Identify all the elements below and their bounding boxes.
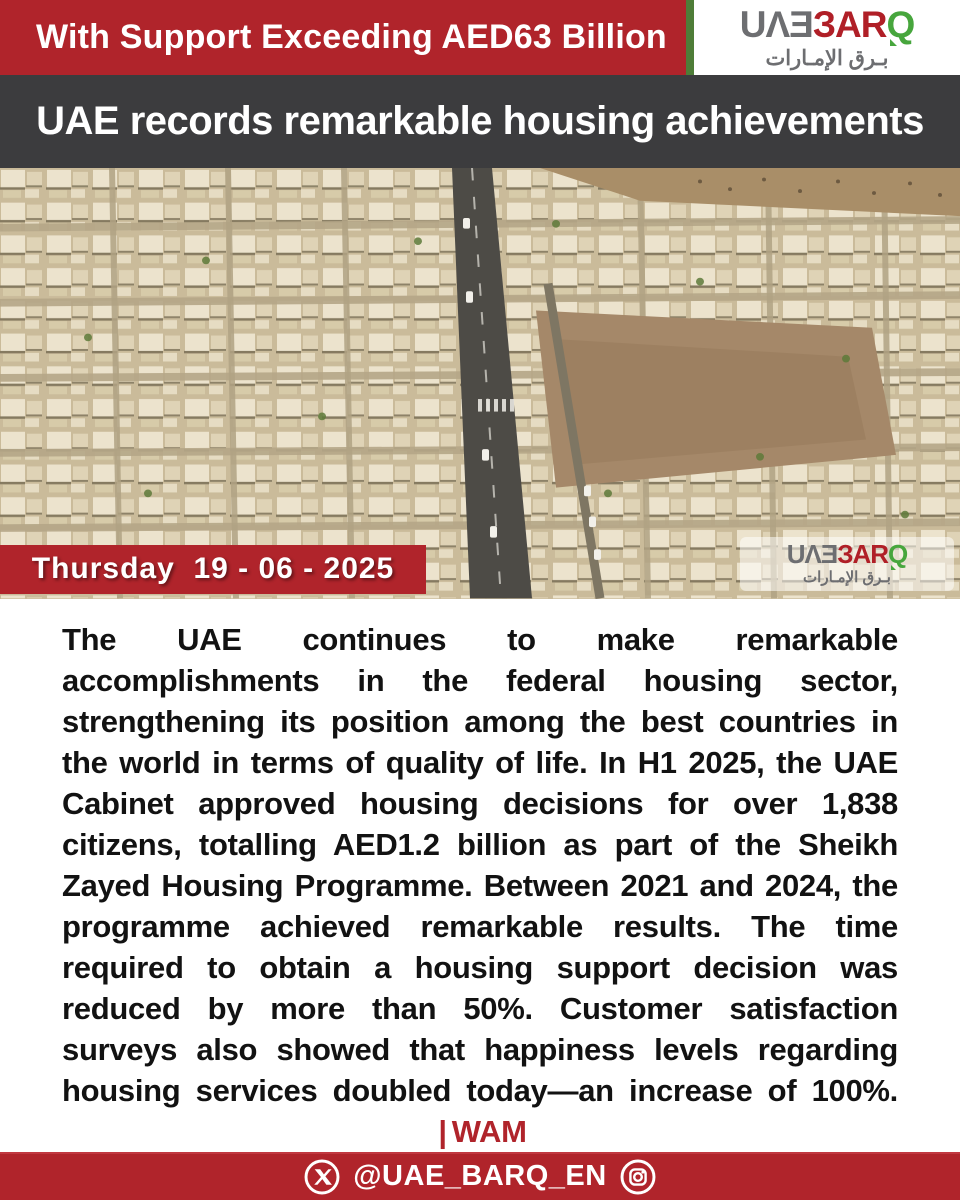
watermark-logo bbox=[740, 537, 954, 591]
logo-bar: ЗAR bbox=[837, 539, 889, 570]
article-paragraph bbox=[62, 619, 898, 1152]
kicker-text: With Support Exceeding AED63 Billion bbox=[36, 18, 667, 57]
article-body-section bbox=[0, 599, 960, 1152]
logo-q-bubble-icon: Q bbox=[888, 539, 908, 570]
kicker-banner bbox=[0, 0, 686, 75]
headline-text: UAE records remarkable housing achievements bbox=[36, 99, 924, 144]
article-text: The UAE continues to make remarkable accomplishments in the federal housing sector, strengthening its position among the best countries in the world in terms of quality of life. In H1 2025, the UAE Cabinet approved housing decisions for over 1,838 citizens, totalling AED1.2 billion as part of the Sheikh Zayed Housing Programme. Between 2021 and 2024, the programme achieved remarkable results. The time required to obtain a housing support decision was reduced by more than 50%. Customer satisfaction surveys also showed that happiness levels regarding housing services doubled today—an increase of 100%. bbox=[62, 621, 898, 1108]
source-separator: | bbox=[438, 1113, 447, 1149]
headline-bar bbox=[0, 75, 960, 168]
top-banner bbox=[0, 0, 960, 75]
date-banner bbox=[0, 545, 426, 594]
article-photo bbox=[0, 168, 960, 598]
logo-uae: UΛƎ bbox=[739, 4, 813, 46]
logo-q-bubble-icon: Q bbox=[886, 4, 915, 46]
social-handle[interactable]: @UAE_BARQ_EN bbox=[353, 1160, 607, 1193]
green-divider bbox=[686, 0, 694, 75]
brand-logo-latin bbox=[739, 4, 915, 46]
source-label: WAM bbox=[451, 1113, 527, 1149]
watermark-logo-arabic: بـرق الإمـارات bbox=[803, 569, 891, 587]
watermark-logo-latin bbox=[786, 539, 908, 570]
social-footer bbox=[0, 1152, 960, 1200]
date-text: Thursday 19 - 06 - 2025 bbox=[31, 552, 395, 586]
instagram-icon[interactable] bbox=[619, 1158, 657, 1196]
logo-bar: ЗAR bbox=[812, 4, 887, 46]
brand-logo-arabic: بـرق الإمـارات bbox=[765, 47, 889, 71]
brand-logo bbox=[694, 0, 960, 75]
aerial-housing-photo bbox=[0, 168, 960, 598]
logo-uae: UΛƎ bbox=[786, 539, 838, 570]
x-twitter-icon[interactable] bbox=[303, 1158, 341, 1196]
